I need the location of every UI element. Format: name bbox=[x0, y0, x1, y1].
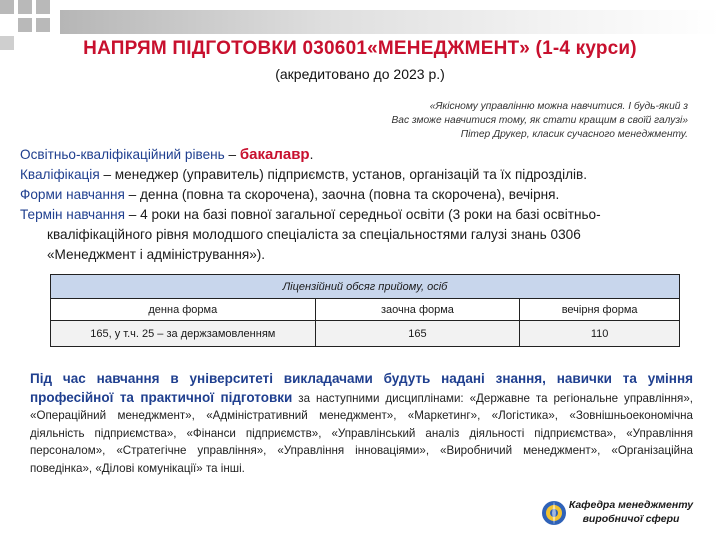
study-term-value: – 4 роки на базі повної загальної середньої освіти (3 роки на базі освітньо- bbox=[125, 207, 601, 222]
value-full-time: 165, у т.ч. 25 – за держзамовленням bbox=[51, 321, 316, 347]
value-extramural: 165 bbox=[315, 321, 520, 347]
decor-square bbox=[36, 18, 50, 32]
department-name-line: виробничої сфери bbox=[582, 513, 680, 525]
disciplines-lead: Під час навчання в університеті викладачами будуть надані знання, навички та уміння професійної та практичної підготовки bbox=[30, 371, 693, 405]
study-term-label: Термін навчання bbox=[20, 207, 126, 222]
study-forms bbox=[20, 185, 700, 205]
quote-block bbox=[228, 100, 688, 142]
qualification-value: – менеджер (управитель) підприємств, установ, організацій та їх підрозділів. bbox=[99, 167, 588, 182]
quote-line: Вас зможе навчитися тому, як стати кращим в своїй галузі» bbox=[391, 115, 688, 126]
decor-square bbox=[36, 0, 50, 14]
education-level-value: бакалавр bbox=[239, 146, 310, 163]
quote-line: «Якісному управлінню можна навчитися. І будь-який з bbox=[429, 101, 688, 112]
admission-table-header: Ліцензійний обсяг прийому, осіб bbox=[51, 275, 680, 299]
value-evening: 110 bbox=[520, 321, 680, 347]
department-name-line: Кафедра менеджменту bbox=[568, 499, 694, 511]
qualification bbox=[20, 165, 700, 185]
column-header-full-time: денна форма bbox=[51, 299, 316, 321]
separator: – bbox=[224, 147, 240, 162]
column-header-extramural: заочна форма bbox=[315, 299, 520, 321]
quote-author: Пітер Друкер, класик сучасного менеджменту. bbox=[460, 129, 688, 140]
decor-square bbox=[18, 18, 32, 32]
study-forms-label: Форми навчання bbox=[20, 187, 125, 202]
disciplines-paragraph bbox=[30, 370, 693, 477]
study-forms-value: – денна (повна та скорочена), заочна (повна та скорочена), вечірня. bbox=[124, 187, 560, 202]
study-term bbox=[20, 205, 700, 225]
decor-square bbox=[0, 0, 14, 14]
program-info bbox=[20, 145, 700, 265]
department-name bbox=[562, 498, 700, 526]
study-term-continued: «Менеджмент і адміністрування»). bbox=[47, 247, 266, 262]
header-gradient-bar bbox=[60, 10, 720, 34]
disciplines-list: за наступними дисциплінами: «Державне та регіональне управління», «Операційний менеджмент», «Адміністративний менеджмент», «Маркетинг», «Логістика», «Зовнішньоекономічна діяльність підприємства», «Фінанси підприємств», «Управлінський аналіз діяльності підприємства», «Управління персоналом», «Стратегічне управління», «Управління інноваціями», «Виробничий менеджмент», «Організаційна поведінка», «Ділові комунікації» та інші. bbox=[30, 391, 693, 475]
qualification-label: Кваліфікація bbox=[20, 167, 100, 182]
decor-square bbox=[18, 0, 32, 14]
education-level bbox=[20, 145, 700, 165]
accreditation-note: (акредитовано до 2023 р.) bbox=[275, 66, 445, 82]
page-title: НАПРЯМ ПІДГОТОВКИ 030601«МЕНЕДЖМЕНТ» (1-4 курси) bbox=[83, 38, 637, 59]
column-header-evening: вечірня форма bbox=[520, 299, 680, 321]
period: . bbox=[309, 147, 314, 162]
study-term-continued: кваліфікаційного рівня молодшого спеціаліста за спеціальностями галузі знань 0306 bbox=[47, 227, 581, 242]
education-level-label: Освітньо-кваліфікаційний рівень bbox=[20, 147, 225, 162]
admission-table bbox=[50, 274, 680, 347]
